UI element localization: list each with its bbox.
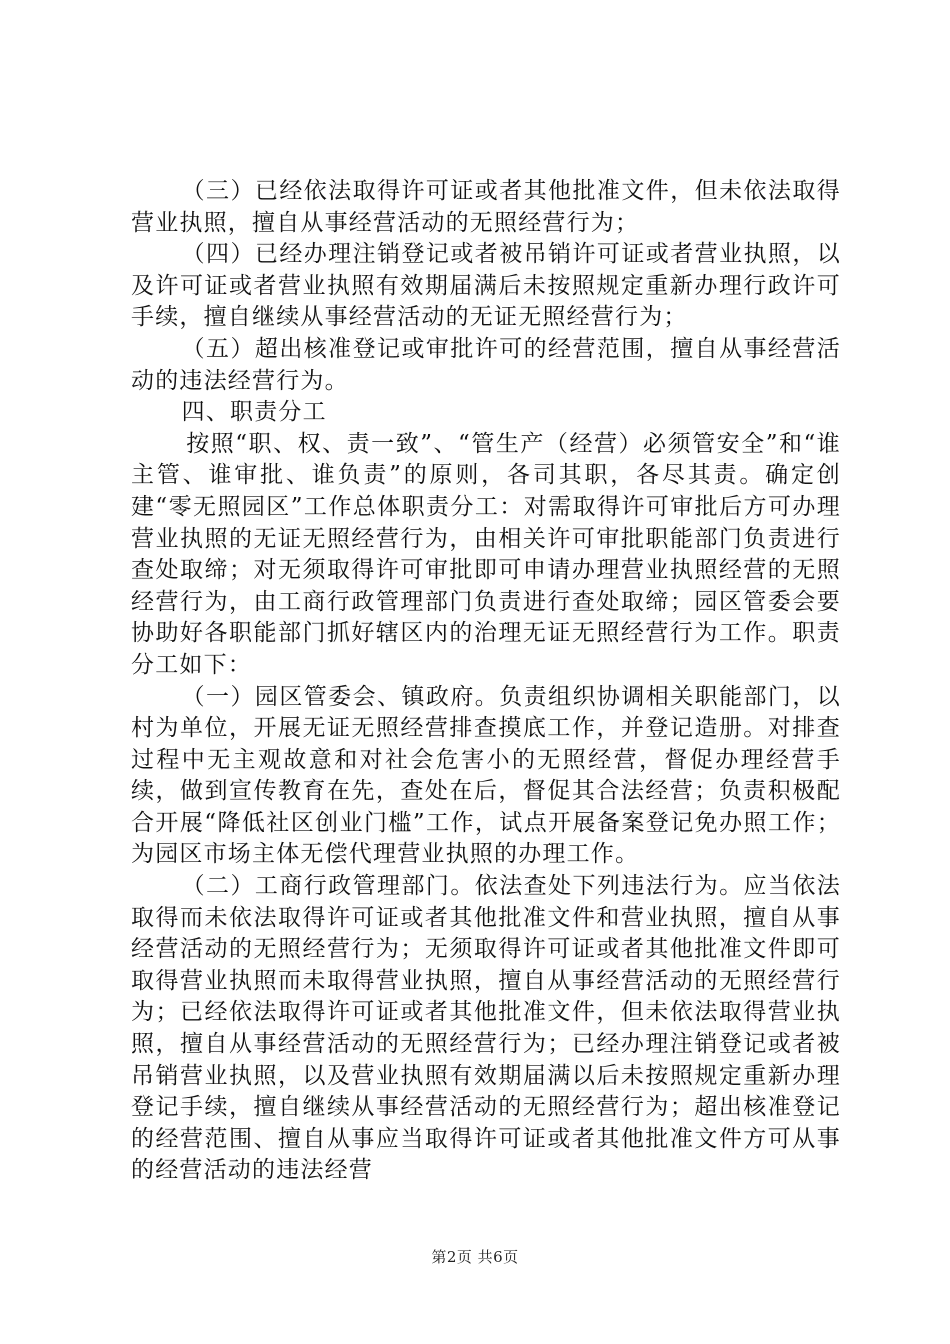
paragraph-duty-intro: 按照“职、权、责一致”、“管生产（经营）必须管安全”和“谁主管、谁审批、谁负责”的原则，各司其职，各尽其责。确定创建“零无照园区”工作总体职责分工：对需取得许可审批后方可办理营业执照的无证无照经营行为，由相关许可审批职能部门负责进行查处取缔；对无须取得许可审批即可申请办理营业执照经营的无照经营行为，由工商行政管理部门负责进行查处取缔；园区管委会要协助好各职能部门抓好辖区内的治理无证无照经营行为工作。职责分工如下： [131,430,841,678]
paragraph-duty-1: （一）园区管委会、镇政府。负责组织协调相关职能部门，以村为单位，开展无证无照经营排查摸底工作，并登记造册。对排查过程中无主观故意和对社会危害小的无照经营，督促办理经营手续，做到宣传教育在先，查处在后，督促其合法经营；负责积极配合开展“降低社区创业门槛”工作，试点开展备案登记免办照工作；为园区市场主体无偿代理营业执照的办理工作。 [131,683,841,868]
paragraph-item-4: （四）已经办理注销登记或者被吊销许可证或者营业执照，以及许可证或者营业执照有效期届满后未按照规定重新办理行政许可手续，擅自继续从事经营活动的无证无照经营行为； [131,241,841,331]
paragraph-item-3: （三）已经依法取得许可证或者其他批准文件，但未依法取得营业执照，擅自从事经营活动的无照经营行为； [131,178,841,236]
page-footer: 第2页 共6页 [431,1248,519,1266]
section-heading-duty-division: 四、职责分工 [181,399,327,426]
paragraph-duty-2: （二）工商行政管理部门。依法查处下列违法行为。应当依法取得而未依法取得许可证或者其他批准文件和营业执照，擅自从事经营活动的无照经营行为；无须取得许可证或者其他批准文件即可取得营业执照而未取得营业执照，擅自从事经营活动的无照经营行为；已经依法取得许可证或者其他批准文件，但未依法取得营业执照，擅自从事经营活动的无照经营行为；已经办理注销登记或者被吊销营业执照，以及营业执照有效期届满以后未按照规定重新办理登记手续，擅自继续从事经营活动的无照经营行为；超出核准登记的经营范围、擅自从事应当取得许可证或者其他批准文件方可从事的经营活动的违法经营 [131,873,841,1184]
paragraph-item-5: （五）超出核准登记或审批许可的经营范围，擅自从事经营活动的违法经营行为。 [131,335,841,394]
document-body [131,176,841,1187]
